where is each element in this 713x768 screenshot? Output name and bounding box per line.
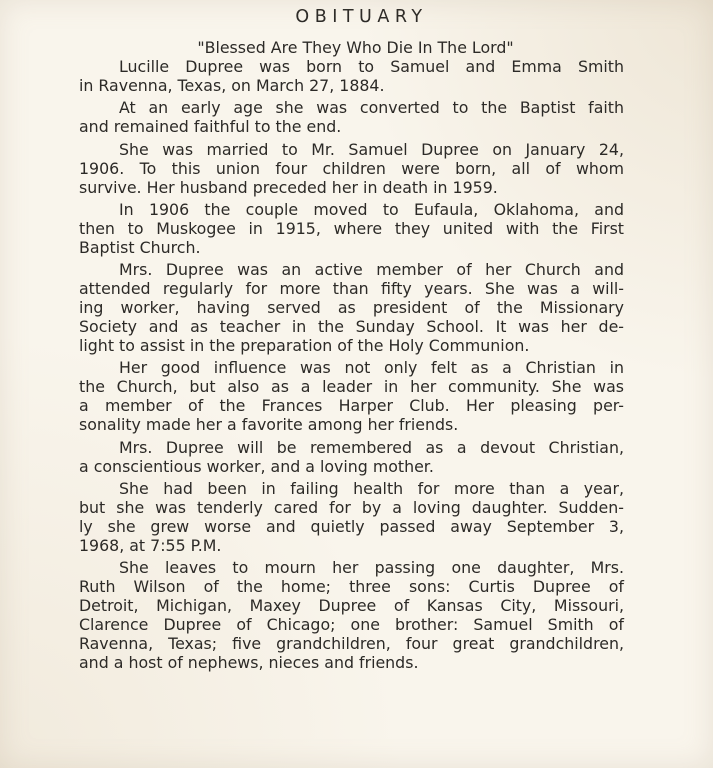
text-line: the Church, but also as a leader in her community. She was	[79, 377, 624, 397]
text-line: survive. Her husband preceded her in death in 1959.	[79, 177, 498, 197]
text-line: 1968, at 7:55 P.M.	[79, 535, 222, 555]
text-line: Ruth Wilson of the home; three sons: Curtis Dupree of	[79, 577, 624, 597]
obituary-body	[79, 39, 624, 676]
paragraph	[79, 201, 624, 258]
paragraph	[79, 359, 624, 435]
text-line: At an early age she was converted to the Baptist faith	[119, 98, 624, 118]
text-line: and a host of nephews, nieces and friends.	[79, 652, 419, 672]
text-line: sonality made her a favorite among her friends.	[79, 415, 459, 435]
text-line: Mrs. Dupree was an active member of her Church and	[119, 260, 624, 280]
text-line: In 1906 the couple moved to Eufaula, Oklahoma, and	[119, 200, 624, 220]
text-line: a member of the Frances Harper Club. Her pleasing per-	[79, 396, 624, 416]
text-line: in Ravenna, Texas, on March 27, 1884.	[79, 75, 385, 95]
text-line: She was married to Mr. Samuel Dupree on January 24,	[119, 139, 624, 159]
text-line: Detroit, Michigan, Maxey Dupree of Kansas City, Missouri,	[79, 596, 624, 616]
text-line: Mrs. Dupree will be remembered as a devout Christian,	[119, 437, 624, 457]
text-line: Lucille Dupree was born to Samuel and Emma Smith	[119, 56, 624, 76]
text-line: attended regularly for more than fifty years. She was a will-	[79, 279, 624, 299]
text-line: She had been in failing health for more than a year,	[119, 479, 624, 499]
text-line: but she was tenderly cared for by a loving daughter. Sudden-	[79, 498, 624, 517]
text-line: a conscientious worker, and a loving mother.	[79, 456, 434, 476]
paragraph	[79, 99, 624, 137]
text-line: Baptist Church.	[79, 237, 201, 257]
paragraph	[79, 480, 624, 556]
text-line: She leaves to mourn her passing one daughter, Mrs.	[119, 558, 624, 578]
text-line: 1906. To this union four children were born, all of whom	[79, 158, 624, 178]
page-title: OBITUARY	[295, 7, 428, 27]
motto: "Blessed Are They Who Die In The Lord"	[197, 38, 514, 57]
text-line: and remained faithful to the end.	[79, 117, 342, 137]
text-line: ly she grew worse and quietly passed away September 3,	[79, 516, 624, 536]
text-line: ing worker, having served as president of the Missionary	[79, 298, 624, 318]
paragraph	[79, 261, 624, 356]
paragraph	[79, 141, 624, 198]
text-line: light to assist in the preparation of the Holy Communion.	[79, 335, 530, 355]
paragraph	[79, 58, 624, 96]
text-line: Society and as teacher in the Sunday School. It was her de-	[79, 317, 624, 337]
text-line: Clarence Dupree of Chicago; one brother: Samuel Smith of	[79, 615, 624, 635]
paragraph	[79, 439, 624, 477]
text-line: Her good influence was not only felt as a Christian in	[119, 358, 624, 378]
paragraph	[79, 559, 624, 672]
text-line: Ravenna, Texas; five grandchildren, four great grandchildren,	[79, 633, 624, 653]
text-line: then to Muskogee in 1915, where they united with the First	[79, 218, 624, 238]
